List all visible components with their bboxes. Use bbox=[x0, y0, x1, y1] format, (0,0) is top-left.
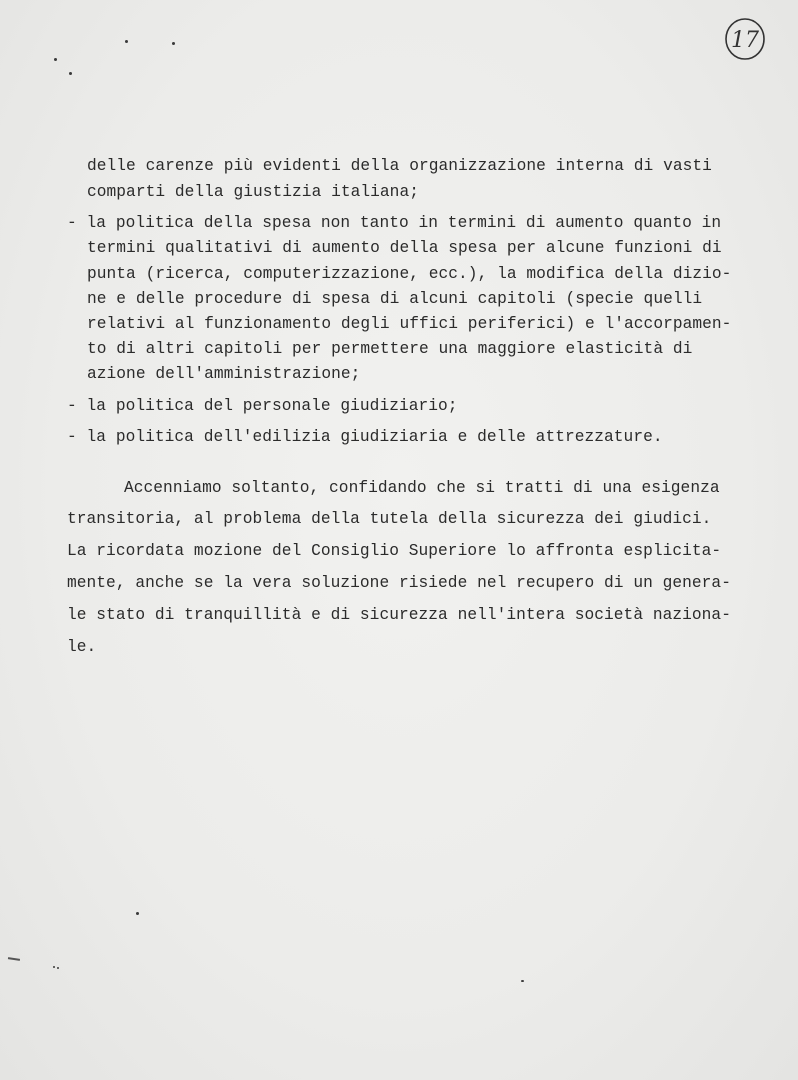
scan-speck bbox=[172, 42, 175, 45]
text-line: to di altri capitoli per permettere una maggiore elasticità di bbox=[87, 340, 693, 358]
scan-speck bbox=[521, 980, 524, 982]
text-line: punta (ricerca, computerizzazione, ecc.), la modifica della dizio- bbox=[87, 265, 732, 283]
scan-speck bbox=[125, 40, 128, 43]
list-item-line: - la politica del personale giudiziario; bbox=[67, 397, 458, 415]
text-line: le. bbox=[67, 638, 97, 656]
scan-mark bbox=[8, 957, 20, 960]
scan-speck bbox=[57, 967, 59, 969]
text-line: comparti della giustizia italiana; bbox=[87, 183, 419, 201]
paragraph-first-line: Accenniamo soltanto, confidando che si tratti di una esigenza bbox=[124, 479, 720, 497]
list-item-line: - la politica della spesa non tanto in termini di aumento quanto in bbox=[67, 214, 722, 232]
text-line: ne e delle procedure di spesa di alcuni capitoli (specie quelli bbox=[87, 290, 703, 308]
list-item-line: - la politica dell'edilizia giudiziaria e delle attrezzature. bbox=[67, 428, 663, 446]
text-line: relativi al funzionamento degli uffici periferici) e l'accorpamen- bbox=[87, 315, 732, 333]
text-line: azione dell'amministrazione; bbox=[87, 365, 361, 383]
text-line: le stato di tranquillità e di sicurezza nell'intera società naziona- bbox=[67, 606, 731, 624]
text-line: termini qualitativi di aumento della spesa per alcune funzioni di bbox=[87, 239, 722, 257]
scan-speck bbox=[53, 966, 55, 968]
text-line: mente, anche se la vera soluzione risiede nel recupero di un genera- bbox=[67, 574, 731, 592]
svg-text:17: 17 bbox=[731, 28, 759, 53]
text-line: delle carenze più evidenti della organizzazione interna di vasti bbox=[87, 157, 712, 175]
text-line: transitoria, al problema della tutela della sicurezza dei giudici. bbox=[67, 510, 712, 528]
handwritten-page-number bbox=[722, 16, 768, 62]
scan-speck bbox=[69, 72, 72, 75]
scan-speck bbox=[136, 912, 139, 915]
scan-speck bbox=[54, 58, 57, 61]
text-line: La ricordata mozione del Consiglio Superiore lo affronta esplicita- bbox=[67, 542, 722, 560]
